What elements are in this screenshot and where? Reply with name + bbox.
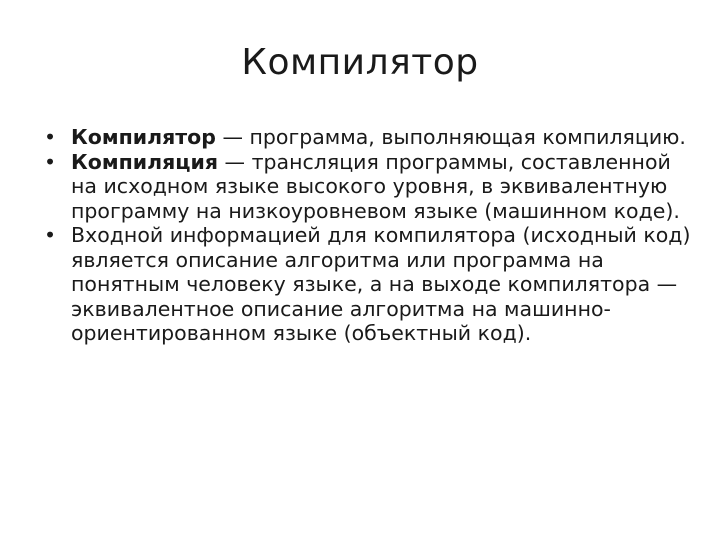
definition-text: — трансляция программы, составленной на исходном языке высокого уровня, в эквивалентную программу на низкоуровневом языке (машинном коде). [71, 149, 680, 223]
bullet-icon: • [44, 149, 57, 174]
list-item [44, 125, 694, 150]
definition-text: — программа, выполняющая компиляцию. [215, 125, 686, 149]
bullet-icon: • [44, 223, 57, 247]
term-compiler: Компилятор [71, 125, 216, 149]
description-text: Входной информацией для компилятора (исходный код) является описание алгоритма или программа на понятным человеку языке, а на выходе компилятора — эквивалентное описание алгоритма на машинно-ориентированном языке (объектный код). [71, 223, 691, 345]
bullet-icon: • [44, 125, 57, 149]
term-compilation: Компиляция [71, 149, 219, 174]
list-item [44, 223, 694, 346]
list-item [44, 150, 694, 224]
bullet-list [44, 125, 694, 346]
slide-title: Компилятор [241, 42, 479, 83]
